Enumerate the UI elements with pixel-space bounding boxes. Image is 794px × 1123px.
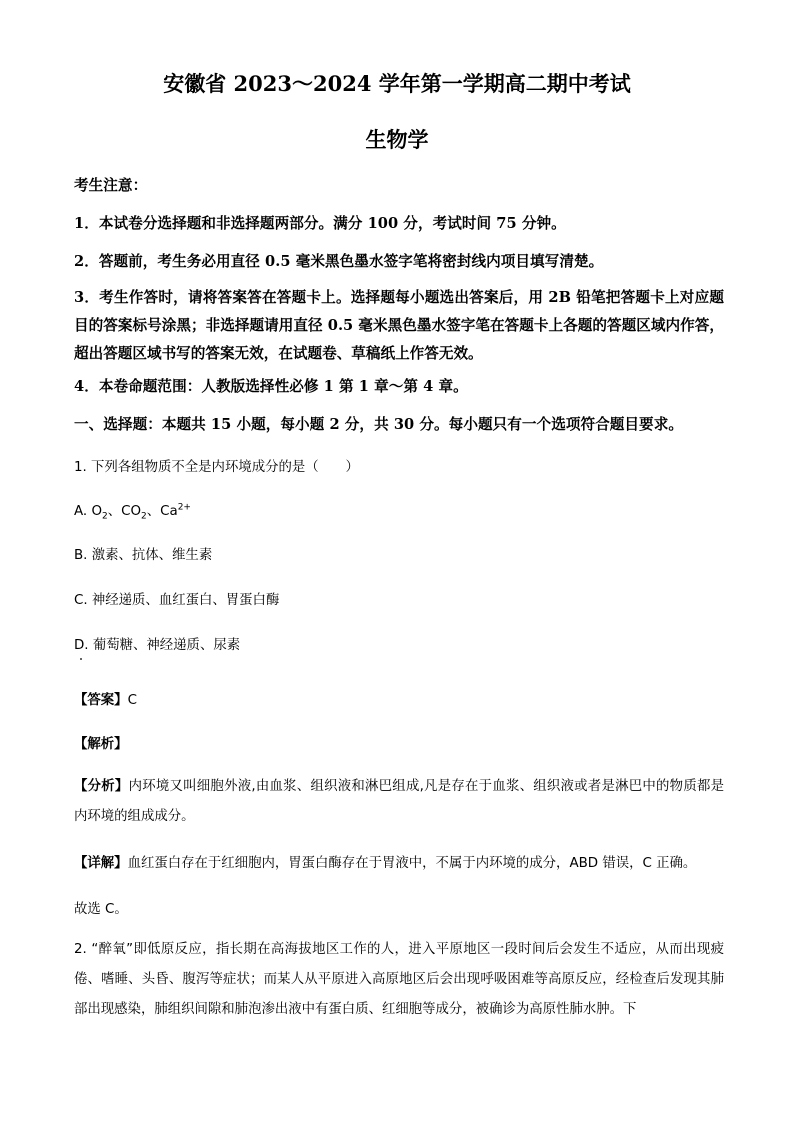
option-a-sub-1: 2 <box>101 511 108 522</box>
answer-line <box>74 689 724 708</box>
notice-item-4: 4．本卷命题范围：人教版选择性必修 1 第 1 章～第 4 章。 <box>74 378 468 395</box>
question-1-option-d: D. 葡萄糖、神经递质、尿素 <box>74 638 241 653</box>
fenxi-text: 内环境又叫细胞外液,由血浆、组织液和淋巴组成,凡是存在于血浆、组织液或者是淋巴中的物质都是内环境的组成成分。 <box>74 779 724 824</box>
notice-item-1: 1．本试卷分选择题和非选择题两部分。满分 100 分，考试时间 75 分钟。 <box>74 215 566 232</box>
question-1-option-c: C. 神经递质、血红蛋白、胃蛋白酶 <box>74 593 280 608</box>
detail-text: 血红蛋白存在于红细胞内，胃蛋白酶存在于胃液中，不属于内环境的成分，ABD 错误，C 正确。 <box>127 856 697 871</box>
option-a-mid: 、CO <box>107 504 141 519</box>
option-a-sub-2: 2 <box>141 511 147 522</box>
notice-heading: 考生注意： <box>74 177 148 194</box>
option-a-end: 、Ca <box>146 504 178 519</box>
option-a-sup: 2+ <box>177 502 191 513</box>
conclusion-line: 故选 C。 <box>74 902 128 917</box>
notice-item-3: 3．考生作答时，请将答案答在答题卡上。选择题每小题选出答案后，用 2B 铅笔把答题卡上对应题目的答案标号涂黑；非选择题请用直径 0.5 毫米黑色墨水签字笔在答题卡上各题的答题区域内作答，超出答题区域书写的答案无效，在试题卷、草稿纸上作答无效。 <box>74 289 724 362</box>
notice-item-2: 2．答题前，考生务必用直径 0.5 毫米黑色墨水签字笔将密封线内项目填写清楚。 <box>74 253 604 270</box>
question-1-stem: 1. 下列各组物质不全是内环境成分的是（ ） <box>74 460 359 475</box>
analysis-paragraph <box>74 772 724 832</box>
fenxi-label: 【分析】 <box>74 779 129 794</box>
question-1-option-b: B. 激素、抗体、维生素 <box>74 548 213 563</box>
detail-label: 【详解】 <box>74 856 128 871</box>
question-2-stem: 2. “醉氧”即低原反应，指长期在高海拔地区工作的人，进入平原地区一段时间后会发生不适应，从而出现疲倦、嗜睡、头昏、腹泻等症状；而某人从平原进入高原地区后会出现呼吸困难等高原反应，经检查后发现其肺部出现感染，肺组织间隙和肺泡渗出液中有蛋白质、红细胞等成分，被确诊为高原性肺水肿。下 <box>74 942 724 1017</box>
section-heading: 一、选择题：本题共 15 小题，每小题 2 分，共 30 分。每小题只有一个选项符合题目要求。 <box>74 416 683 433</box>
stray-dot <box>80 658 82 660</box>
detail-paragraph <box>74 849 724 879</box>
option-a-text: A. O <box>74 504 102 519</box>
subject-title: 生物学 <box>365 127 429 152</box>
exam-title: 安徽省 2023～2024 学年第一学期高二期中考试 <box>163 71 631 96</box>
answer-value: C <box>127 693 137 708</box>
answer-label: 【答案】 <box>74 693 128 708</box>
question-1-option-a <box>74 500 724 522</box>
analysis-label: 【解析】 <box>74 737 128 752</box>
